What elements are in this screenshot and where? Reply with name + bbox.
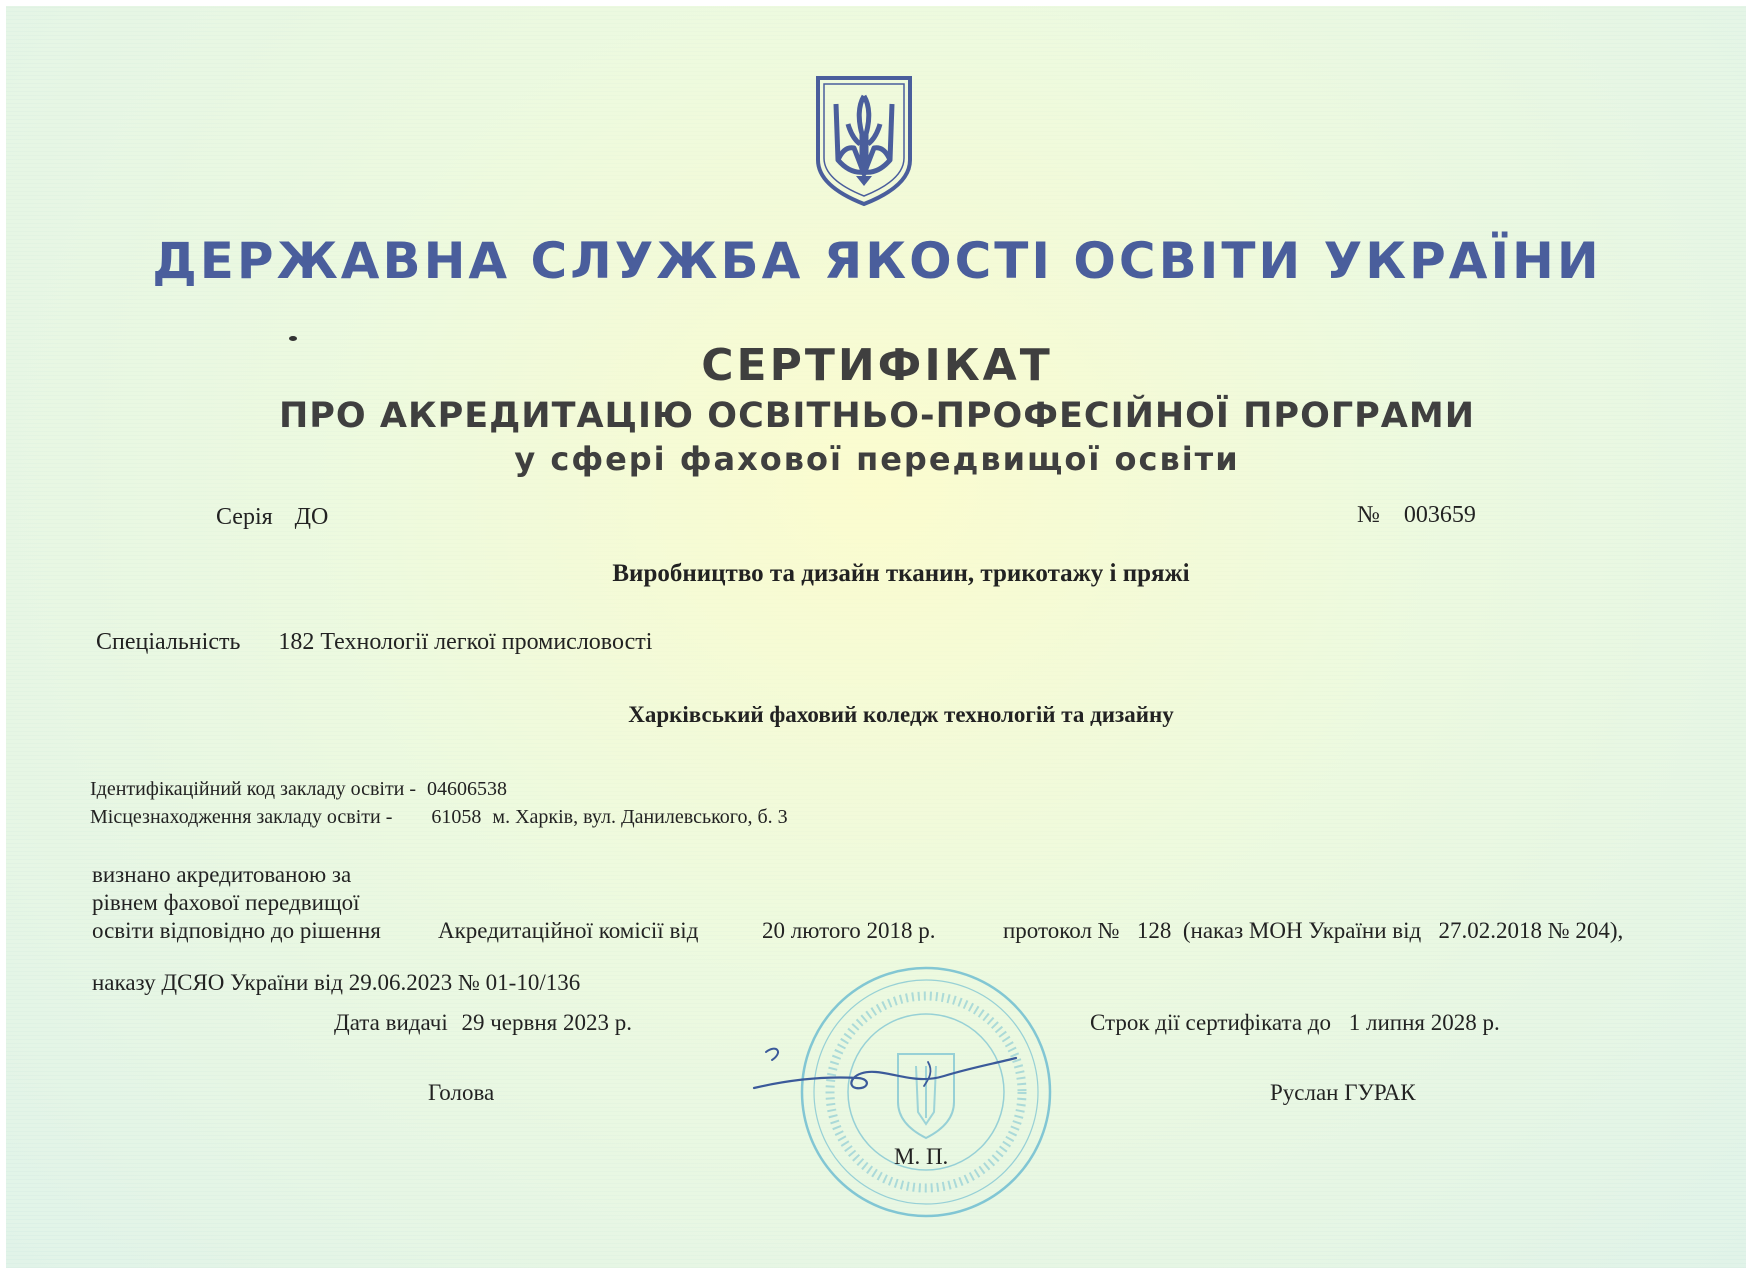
location-address: м. Харків, вул. Данилевського, б. 3	[492, 806, 788, 828]
validity-date-label: Строк дії сертифіката до	[1090, 1010, 1332, 1035]
series	[216, 504, 328, 531]
program-name: Виробництво та дизайн тканин, трикотажу і пряжі	[612, 560, 1190, 587]
ink-spot	[289, 336, 297, 341]
signatory-name: Руслан ГУРАК	[1270, 1080, 1416, 1105]
issue-date-label: Дата видачі	[334, 1010, 448, 1035]
seal-place-mark: М. П.	[894, 1144, 949, 1169]
certificate-subtitle: ПРО АКРЕДИТАЦІЮ ОСВІТНЬО-ПРОФЕСІЙНОЇ ПРОГРАМИ	[278, 396, 1476, 436]
identification-label: Ідентифікаційний код закладу освіти -	[90, 778, 417, 800]
official-stamp	[796, 962, 1056, 1222]
number	[1357, 502, 1476, 529]
accreditation-line1: визнано акредитованою за	[92, 862, 352, 887]
accreditation-protocol: протокол № 128 (наказ МОН України від 27.02.2018 № 204),	[1003, 918, 1624, 943]
institution-name: Харківський фаховий коледж технологій та дизайну	[628, 702, 1174, 727]
signatory-position: Голова	[428, 1080, 495, 1105]
accreditation-commission-date: 20 лютого 2018 р.	[762, 918, 936, 943]
certificate-title: СЕРТИФІКАТ	[701, 340, 1053, 391]
specialty	[96, 629, 652, 656]
accreditation-commission: Акредитаційної комісії від	[438, 918, 699, 943]
issue-date-value: 29 червня 2023 р.	[461, 1010, 632, 1035]
identification-code	[90, 778, 507, 801]
signature-scribble	[748, 1040, 1020, 1092]
agency-name: ДЕРЖАВНА СЛУЖБА ЯКОСТІ ОСВІТИ УКРАЇНИ	[152, 232, 1602, 290]
specialty-label: Спеціальність	[96, 629, 241, 655]
accreditation-line2: рівнем фахової передвищої	[92, 890, 360, 915]
location	[90, 806, 788, 829]
number-label: №	[1357, 502, 1380, 528]
validity-date	[1090, 1010, 1500, 1036]
number-value: 003659	[1403, 502, 1476, 528]
certificate-sphere: у сфері фахової передвищої освіти	[514, 440, 1240, 478]
series-value: ДО	[294, 504, 329, 530]
specialty-value: 182 Технології легкої промисловості	[278, 629, 653, 655]
validity-date-value: 1 липня 2028 р.	[1348, 1010, 1500, 1035]
accreditation-order: наказу ДСЯО України від 29.06.2023 № 01-10/136	[92, 970, 581, 995]
trident-emblem-icon	[814, 74, 914, 208]
location-label: Місцезнаходження закладу освіти -	[90, 806, 393, 828]
location-postcode: 61058	[431, 806, 482, 828]
identification-value: 04606538	[427, 778, 508, 800]
series-label: Серія	[216, 504, 273, 530]
issue-date	[334, 1010, 632, 1036]
accreditation-line3: освіти відповідно до рішення	[92, 918, 381, 943]
